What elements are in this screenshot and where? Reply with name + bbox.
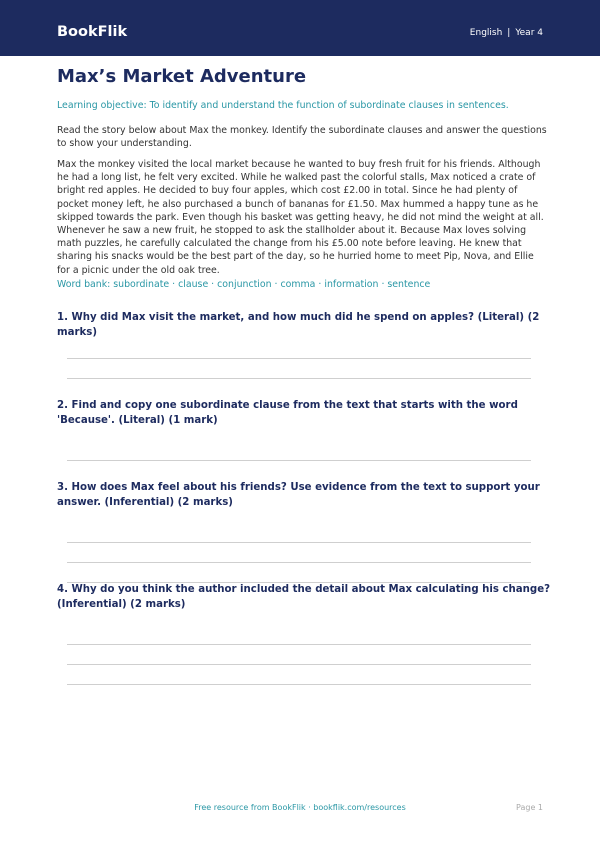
meta-separator: | xyxy=(507,28,511,38)
page-number: Page 1 xyxy=(516,803,543,812)
year-label: Year 4 xyxy=(515,28,543,38)
question-2: 2. Find and copy one subordinate clause from the text that starts with the word 'Because'. (Literal) (1 mark) xyxy=(57,400,518,426)
learning-objective: Learning objective: To identify and understand the function of subordinate clauses in sentences. xyxy=(57,100,509,111)
story-text: Max the monkey visited the local market because he wanted to buy fresh fruit for his friends. Although he had a long list, he felt very excited. While he walked past the colorful stalls, Max noticed a crate of bright red apples. He decided to buy four apples, which cost £2.00 in total. Since he had plenty of pocket money left, he also purchased a bunch of bananas for £1.50. Max hummed a happy tune as he skipped towards the park. Even though his basket was getting heavy, he did not mind the weight at all. Whenever he saw a new fruit, he stopped to ask the stallholder about it. Because Max loves solving math puzzles, he carefully calculated the change from his £5.00 note before leaving. He knew that sharing his snacks would be the best part of the day, so he hurried home to meet Pip, Nova, and Ellie for a picnic under the old oak tree. xyxy=(57,159,544,276)
question-1: 1. Why did Max visit the market, and how much did he spend on apples? (Literal) (2 marks) xyxy=(57,312,540,338)
answer-line[interactable] xyxy=(67,460,531,461)
header-meta xyxy=(470,28,543,38)
answer-line[interactable] xyxy=(67,664,531,665)
answer-line[interactable] xyxy=(67,358,531,359)
instructions-text: Read the story below about Max the monkey. Identify the subordinate clauses and answer the questions to show your understanding. xyxy=(57,125,547,149)
question-3: 3. How does Max feel about his friends? Use evidence from the text to support your answer. (Inferential) (2 marks) xyxy=(57,482,540,508)
answer-line[interactable] xyxy=(67,378,531,379)
answer-line[interactable] xyxy=(67,542,531,543)
question-4: 4. Why do you think the author included the detail about Max calculating his change? (Inferential) (2 marks) xyxy=(57,584,551,610)
answer-line[interactable] xyxy=(67,562,531,563)
subject-label: English xyxy=(469,28,503,38)
footer-credit: Free resource from BookFlik · bookflik.com/resources xyxy=(194,803,406,812)
page-title: Max’s Market Adventure xyxy=(57,66,307,87)
answer-line[interactable] xyxy=(67,644,531,645)
answer-line[interactable] xyxy=(67,684,531,685)
brand-logo: BookFlik xyxy=(57,24,128,40)
word-bank: Word bank: subordinate · clause · conjunction · comma · information · sentence xyxy=(57,279,431,290)
header-bar xyxy=(0,0,600,56)
